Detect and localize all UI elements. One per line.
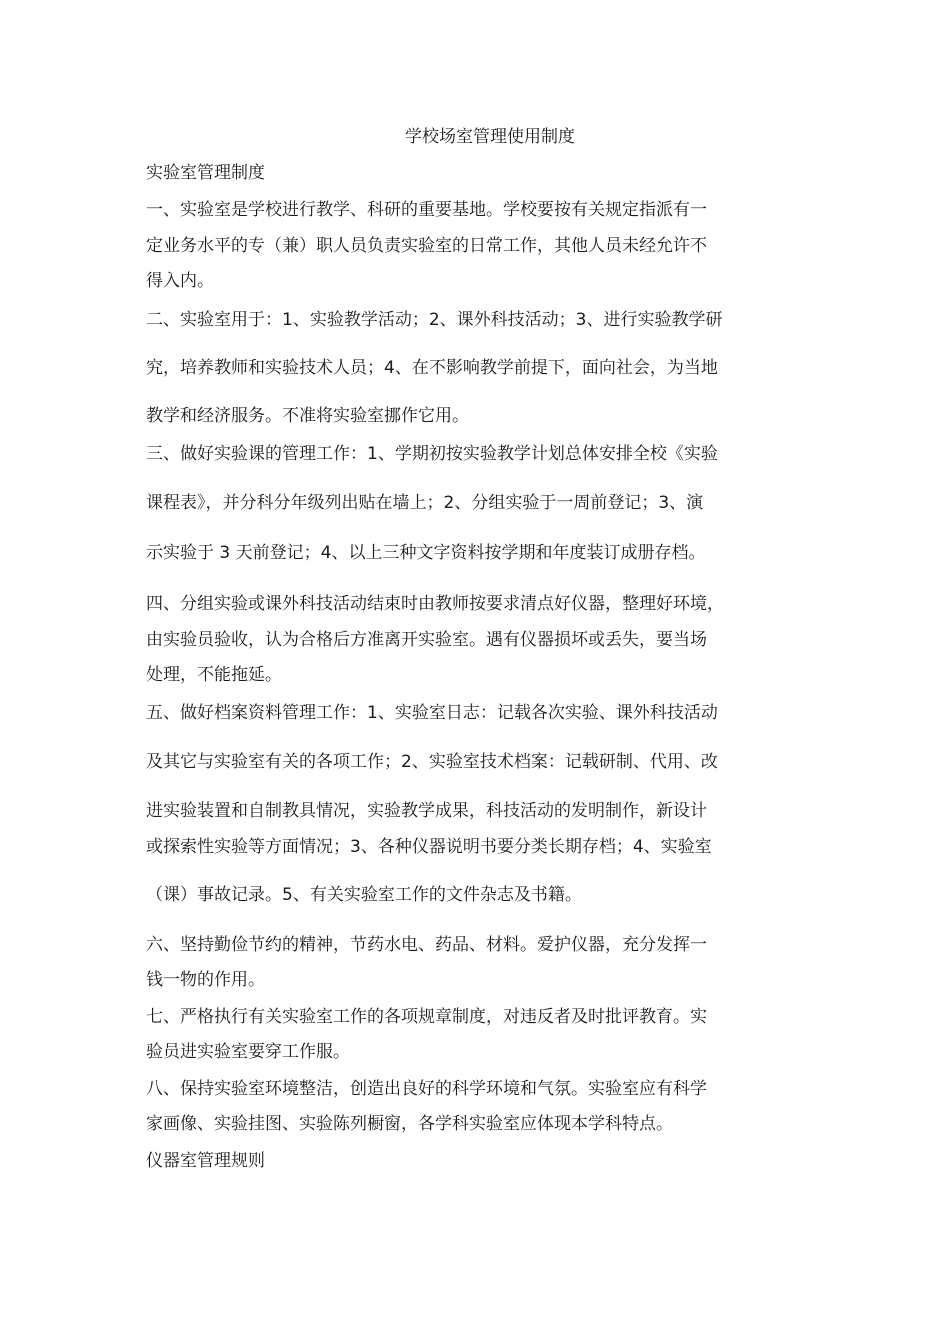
- text-line: 一、实验室是学校进行教学、科研的重要基地。学校要按有关规定指派有一: [146, 200, 707, 220]
- text-line: 由实验员验收，认为合格后方准离开实验室。遇有仪器损坏或丢失，要当场: [146, 630, 707, 650]
- text-line: 或探索性实验等方面情况；3、各种仪器说明书要分类长期存档；4、实验室: [146, 837, 712, 857]
- text-line: 五、做好档案资料管理工作：1、实验室日志：记载各次实验、课外科技活动: [146, 703, 718, 723]
- text-line: 八、保持实验室环境整洁，创造出良好的科学环境和气氛。实验室应有科学: [146, 1079, 707, 1099]
- text-line: 课程表》，并分科分年级列出贴在墙上；2、分组实验于一周前登记；3、演: [146, 493, 704, 513]
- text-line: 进实验装置和自制教具情况，实验教学成果，科技活动的发明制作，新设计: [146, 801, 707, 821]
- text-line: 四、分组实验或课外科技活动结束时由教师按要求清点好仪器，整理好环境，: [146, 594, 724, 614]
- text-line: 处理，不能拖延。: [146, 665, 282, 685]
- section-heading-lab-rules: 实验室管理制度: [146, 163, 265, 183]
- text-line: 家画像、实验挂图、实验陈列橱窗，各学科实验室应体现本学科特点。: [146, 1114, 673, 1134]
- text-line: 及其它与实验室有关的各项工作；2、实验室技术档案：记载研制、代用、改: [146, 752, 718, 772]
- text-line: 六、坚持勤俭节约的精神，节药水电、药品、材料。爱护仪器，充分发挥一: [146, 935, 707, 955]
- section-heading-instrument-rules: 仪器室管理规则: [146, 1151, 265, 1171]
- text-line: 得入内。: [146, 271, 214, 291]
- text-line: 教学和经济服务。不准将实验室挪作它用。: [146, 406, 469, 426]
- text-line: 验员进实验室要穿工作服。: [146, 1042, 350, 1062]
- text-line: 定业务水平的专（兼）职人员负责实验室的日常工作，其他人员未经允许不: [146, 236, 707, 256]
- text-line: 示实验于 3 天前登记；4、以上三种文字资料按学期和年度装订成册存档。: [146, 543, 706, 563]
- text-line: （课）事故记录。5、有关实验室工作的文件杂志及书籍。: [146, 885, 582, 905]
- text-line: 七、严格执行有关实验室工作的各项规章制度，对违反者及时批评教育。实: [146, 1007, 707, 1027]
- text-line: 三、做好实验课的管理工作：1、学期初按实验教学计划总体安排全校《实验: [146, 444, 718, 464]
- document-title: 学校场室管理使用制度: [405, 127, 575, 147]
- text-line: 二、实验室用于：1、实验教学活动；2、课外科技活动；3、进行实验教学研: [146, 310, 723, 330]
- text-line: 究，培养教师和实验技术人员；4、在不影响教学前提下，面向社会，为当地: [146, 358, 718, 378]
- text-line: 钱一物的作用。: [146, 970, 265, 990]
